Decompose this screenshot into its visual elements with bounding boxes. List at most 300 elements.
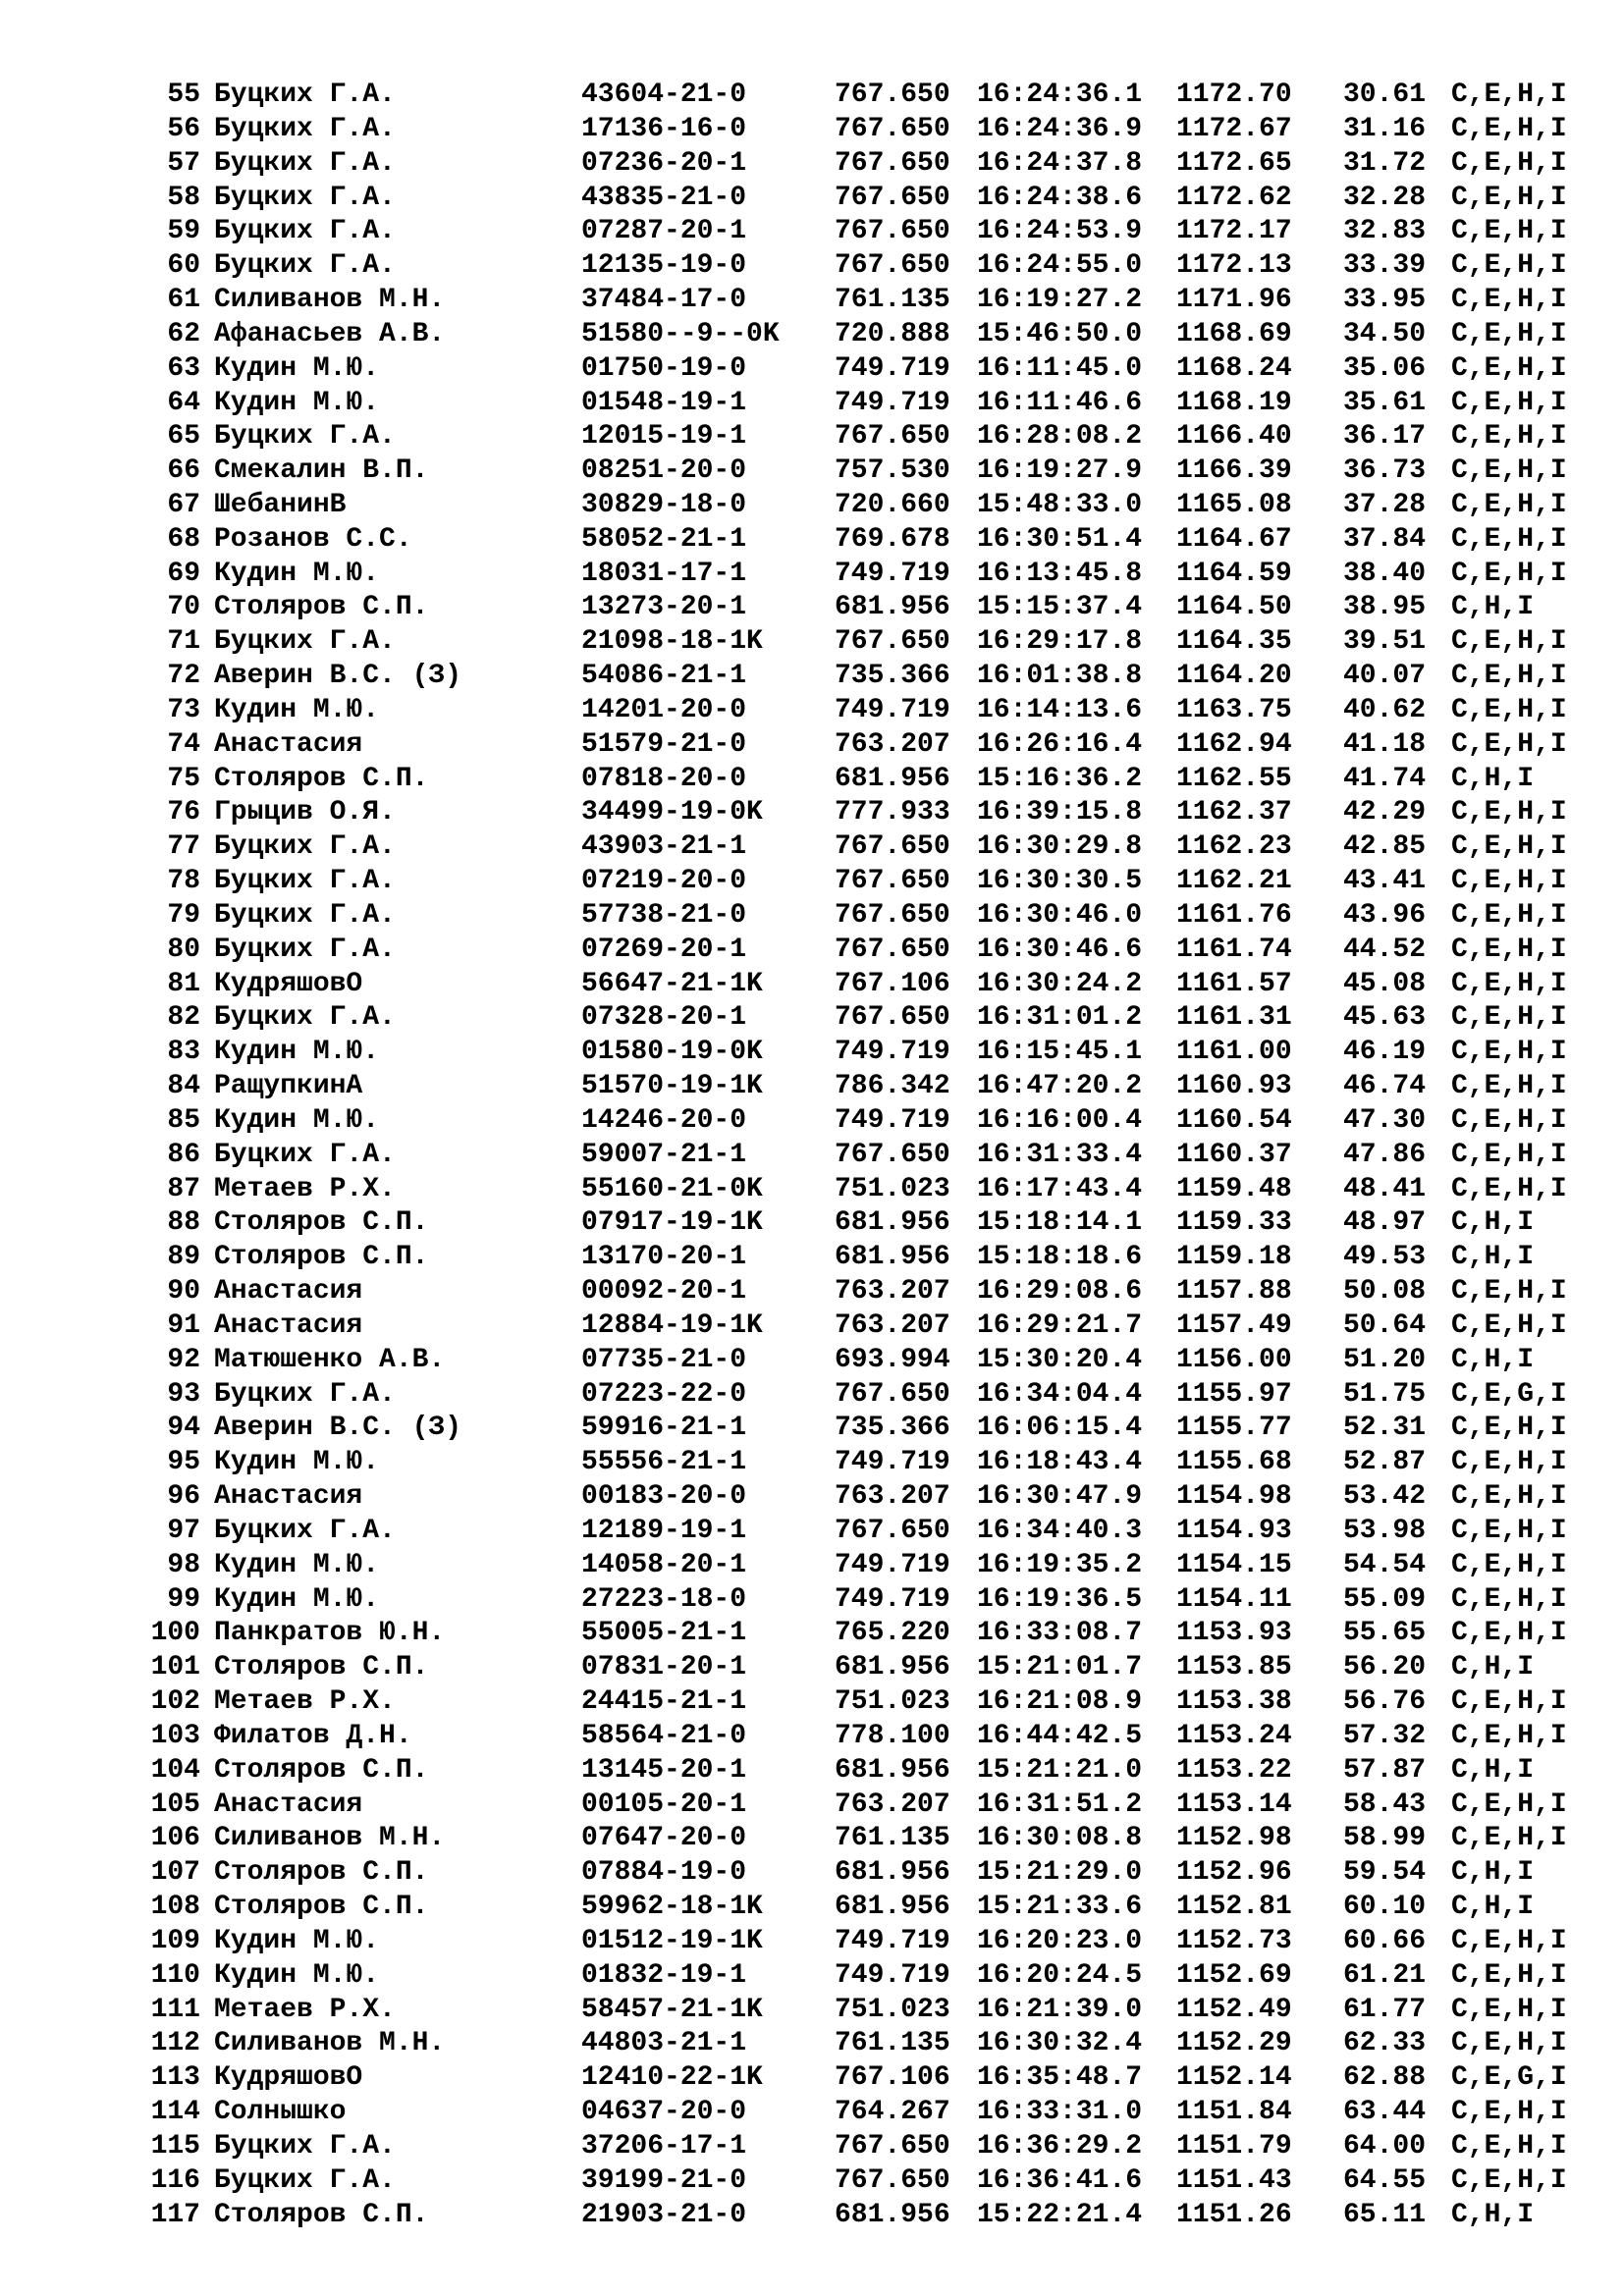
arrival-time: 16:31:51.2 bbox=[977, 1789, 1143, 1820]
speed: 1164.20 bbox=[1176, 661, 1292, 692]
speed: 1160.93 bbox=[1176, 1071, 1292, 1102]
speed: 1166.39 bbox=[1176, 455, 1292, 487]
table-row bbox=[0, 79, 1624, 112]
table-row bbox=[0, 113, 1624, 146]
ring-number: 00092-20-1 bbox=[581, 1276, 747, 1307]
ring-number: 12015-19-1 bbox=[581, 421, 747, 453]
points: 58.99 bbox=[1343, 1823, 1427, 1854]
table-row bbox=[0, 796, 1624, 829]
fancier-name: Кудин М.Ю. bbox=[214, 1447, 380, 1478]
ring-number: 51570-19-1K bbox=[581, 1071, 763, 1102]
table-row bbox=[0, 1139, 1624, 1172]
distance: 763.207 bbox=[835, 1309, 950, 1341]
fancier-name: Силиванов М.Н. bbox=[214, 1823, 446, 1854]
fancier-name: Буцких Г.А. bbox=[214, 421, 396, 453]
points: 64.00 bbox=[1343, 2130, 1427, 2162]
arrival-time: 16:36:29.2 bbox=[977, 2130, 1143, 2162]
place-number: 77 bbox=[167, 831, 200, 863]
place-number: 89 bbox=[167, 1242, 200, 1273]
arrival-time: 16:36:41.6 bbox=[977, 2164, 1143, 2196]
place-number: 109 bbox=[150, 1925, 200, 1956]
ring-number: 13273-20-1 bbox=[581, 592, 747, 623]
arrival-time: 16:17:43.4 bbox=[977, 1173, 1143, 1204]
place-number: 55 bbox=[167, 80, 200, 110]
points: 56.76 bbox=[1343, 1686, 1427, 1717]
distance: 749.719 bbox=[835, 1583, 950, 1615]
categories: C,H,I bbox=[1451, 1892, 1535, 1922]
ring-number: 07831-20-1 bbox=[581, 1652, 747, 1683]
place-number: 116 bbox=[150, 2164, 200, 2196]
categories: C,E,H,I bbox=[1451, 1515, 1567, 1546]
arrival-time: 16:20:24.5 bbox=[977, 1959, 1143, 1991]
speed: 1151.79 bbox=[1176, 2130, 1292, 2162]
categories: C,E,H,I bbox=[1451, 1618, 1567, 1649]
table-row bbox=[0, 2061, 1624, 2095]
categories: C,H,I bbox=[1451, 1242, 1535, 1273]
points: 55.65 bbox=[1343, 1618, 1427, 1649]
distance: 751.023 bbox=[835, 1994, 950, 2025]
ring-number: 14246-20-0 bbox=[581, 1104, 747, 1136]
speed: 1157.88 bbox=[1176, 1276, 1292, 1307]
table-row bbox=[0, 1822, 1624, 1855]
speed: 1153.85 bbox=[1176, 1652, 1292, 1683]
distance: 681.956 bbox=[835, 763, 950, 794]
ring-number: 59916-21-1 bbox=[581, 1413, 747, 1444]
categories: C,E,H,I bbox=[1451, 421, 1567, 453]
table-row bbox=[0, 728, 1624, 762]
points: 40.62 bbox=[1343, 694, 1427, 725]
distance: 751.023 bbox=[835, 1173, 950, 1204]
distance: 763.207 bbox=[835, 1276, 950, 1307]
place-number: 64 bbox=[167, 387, 200, 418]
speed: 1162.55 bbox=[1176, 763, 1292, 794]
points: 53.42 bbox=[1343, 1481, 1427, 1512]
place-number: 67 bbox=[167, 490, 200, 520]
table-row bbox=[0, 2164, 1624, 2198]
fancier-name: Смекалин В.П. bbox=[214, 455, 429, 487]
fancier-name: КудряшовО bbox=[214, 968, 363, 999]
distance: 681.956 bbox=[835, 1652, 950, 1683]
table-row bbox=[0, 1241, 1624, 1274]
categories: C,E,H,I bbox=[1451, 2097, 1567, 2127]
distance: 749.719 bbox=[835, 1959, 950, 1991]
categories: C,E,H,I bbox=[1451, 318, 1567, 349]
fancier-name: Буцких Г.А. bbox=[214, 2164, 396, 2196]
categories: C,E,H,I bbox=[1451, 968, 1567, 999]
speed: 1152.98 bbox=[1176, 1823, 1292, 1854]
distance: 681.956 bbox=[835, 1892, 950, 1922]
distance: 763.207 bbox=[835, 728, 950, 760]
points: 46.19 bbox=[1343, 1037, 1427, 1068]
table-row bbox=[0, 1754, 1624, 1788]
distance: 767.650 bbox=[835, 934, 950, 965]
distance: 749.719 bbox=[835, 694, 950, 725]
place-number: 88 bbox=[167, 1207, 200, 1239]
distance: 767.650 bbox=[835, 1515, 950, 1546]
points: 41.18 bbox=[1343, 728, 1427, 760]
speed: 1156.00 bbox=[1176, 1344, 1292, 1375]
ring-number: 12189-19-1 bbox=[581, 1515, 747, 1546]
distance: 749.719 bbox=[835, 1037, 950, 1068]
distance: 767.650 bbox=[835, 182, 950, 213]
speed: 1153.38 bbox=[1176, 1686, 1292, 1717]
place-number: 113 bbox=[150, 2062, 200, 2094]
points: 51.20 bbox=[1343, 1344, 1427, 1375]
points: 43.96 bbox=[1343, 899, 1427, 931]
arrival-time: 16:26:16.4 bbox=[977, 728, 1143, 760]
fancier-name: Столяров С.П. bbox=[214, 1754, 429, 1786]
table-row bbox=[0, 454, 1624, 488]
distance: 767.650 bbox=[835, 866, 950, 897]
speed: 1155.77 bbox=[1176, 1413, 1292, 1444]
table-row bbox=[0, 763, 1624, 796]
categories: C,H,I bbox=[1451, 592, 1535, 623]
fancier-name: Столяров С.П. bbox=[214, 1857, 429, 1889]
ring-number: 07236-20-1 bbox=[581, 147, 747, 179]
categories: C,E,H,I bbox=[1451, 2130, 1567, 2162]
table-row bbox=[0, 865, 1624, 898]
points: 38.95 bbox=[1343, 592, 1427, 623]
speed: 1152.96 bbox=[1176, 1857, 1292, 1889]
place-number: 112 bbox=[150, 2028, 200, 2059]
arrival-time: 16:30:51.4 bbox=[977, 523, 1143, 555]
place-number: 115 bbox=[150, 2130, 200, 2162]
place-number: 97 bbox=[167, 1515, 200, 1546]
points: 64.55 bbox=[1343, 2164, 1427, 2196]
points: 47.30 bbox=[1343, 1104, 1427, 1136]
place-number: 102 bbox=[150, 1686, 200, 1717]
table-row bbox=[0, 1994, 1624, 2027]
points: 54.54 bbox=[1343, 1549, 1427, 1580]
arrival-time: 16:24:53.9 bbox=[977, 216, 1143, 247]
ring-number: 18031-17-1 bbox=[581, 558, 747, 589]
fancier-name: Филатов Д.Н. bbox=[214, 1720, 412, 1751]
ring-number: 12410-22-1K bbox=[581, 2062, 763, 2094]
table-row bbox=[0, 1275, 1624, 1308]
place-number: 57 bbox=[167, 147, 200, 179]
speed: 1163.75 bbox=[1176, 694, 1292, 725]
speed: 1164.50 bbox=[1176, 592, 1292, 623]
categories: C,E,H,I bbox=[1451, 1037, 1567, 1068]
table-row bbox=[0, 1070, 1624, 1103]
ring-number: 07219-20-0 bbox=[581, 866, 747, 897]
ring-number: 59007-21-1 bbox=[581, 1139, 747, 1170]
ring-number: 55005-21-1 bbox=[581, 1618, 747, 1649]
points: 33.39 bbox=[1343, 250, 1427, 282]
place-number: 73 bbox=[167, 694, 200, 725]
distance: 767.650 bbox=[835, 2164, 950, 2196]
points: 60.66 bbox=[1343, 1925, 1427, 1956]
fancier-name: Метаев Р.Х. bbox=[214, 1994, 396, 2025]
arrival-time: 16:19:35.2 bbox=[977, 1549, 1143, 1580]
fancier-name: Буцких Г.А. bbox=[214, 1139, 396, 1170]
points: 61.21 bbox=[1343, 1959, 1427, 1991]
categories: C,H,I bbox=[1451, 1652, 1535, 1683]
arrival-time: 16:44:42.5 bbox=[977, 1720, 1143, 1751]
distance: 751.023 bbox=[835, 1686, 950, 1717]
arrival-time: 16:35:48.7 bbox=[977, 2062, 1143, 2094]
points: 41.74 bbox=[1343, 763, 1427, 794]
speed: 1161.76 bbox=[1176, 899, 1292, 931]
fancier-name: КудряшовО bbox=[214, 2062, 363, 2094]
distance: 763.207 bbox=[835, 1789, 950, 1820]
categories: C,E,H,I bbox=[1451, 182, 1567, 213]
table-row bbox=[0, 420, 1624, 454]
place-number: 117 bbox=[150, 2199, 200, 2230]
arrival-time: 16:18:43.4 bbox=[977, 1447, 1143, 1478]
ring-number: 21098-18-1K bbox=[581, 626, 763, 658]
table-row bbox=[0, 1891, 1624, 1924]
speed: 1153.22 bbox=[1176, 1754, 1292, 1786]
table-row bbox=[0, 830, 1624, 864]
arrival-time: 16:30:46.0 bbox=[977, 899, 1143, 931]
distance: 720.660 bbox=[835, 490, 950, 520]
categories: C,H,I bbox=[1451, 763, 1535, 794]
distance: 764.267 bbox=[835, 2097, 950, 2127]
categories: C,E,H,I bbox=[1451, 147, 1567, 179]
fancier-name: Столяров С.П. bbox=[214, 1207, 429, 1239]
distance: 778.100 bbox=[835, 1720, 950, 1751]
ring-number: 00183-20-0 bbox=[581, 1481, 747, 1512]
ring-number: 51579-21-0 bbox=[581, 728, 747, 760]
arrival-time: 16:19:27.9 bbox=[977, 455, 1143, 487]
points: 56.20 bbox=[1343, 1652, 1427, 1683]
points: 47.86 bbox=[1343, 1139, 1427, 1170]
ring-number: 54086-21-1 bbox=[581, 661, 747, 692]
place-number: 66 bbox=[167, 455, 200, 487]
table-row bbox=[0, 1378, 1624, 1412]
distance: 767.650 bbox=[835, 147, 950, 179]
speed: 1165.08 bbox=[1176, 490, 1292, 520]
points: 42.29 bbox=[1343, 797, 1427, 828]
arrival-time: 16:33:31.0 bbox=[977, 2097, 1143, 2127]
distance: 767.650 bbox=[835, 1139, 950, 1170]
place-number: 74 bbox=[167, 728, 200, 760]
fancier-name: Буцких Г.А. bbox=[214, 250, 396, 282]
ring-number: 07287-20-1 bbox=[581, 216, 747, 247]
distance: 763.207 bbox=[835, 1481, 950, 1512]
ring-number: 00105-20-1 bbox=[581, 1789, 747, 1820]
arrival-time: 15:15:37.4 bbox=[977, 592, 1143, 623]
ring-number: 56647-21-1K bbox=[581, 968, 763, 999]
fancier-name: Буцких Г.А. bbox=[214, 899, 396, 931]
place-number: 92 bbox=[167, 1344, 200, 1375]
fancier-name: Буцких Г.А. bbox=[214, 626, 396, 658]
arrival-time: 16:30:30.5 bbox=[977, 866, 1143, 897]
categories: C,E,H,I bbox=[1451, 1686, 1567, 1717]
speed: 1159.33 bbox=[1176, 1207, 1292, 1239]
fancier-name: Метаев Р.Х. bbox=[214, 1173, 396, 1204]
arrival-time: 16:30:08.8 bbox=[977, 1823, 1143, 1854]
fancier-name: ШебанинВ bbox=[214, 490, 347, 520]
place-number: 82 bbox=[167, 1002, 200, 1034]
points: 65.11 bbox=[1343, 2199, 1427, 2230]
ring-number: 08251-20-0 bbox=[581, 455, 747, 487]
fancier-name: Анастасия bbox=[214, 1309, 363, 1341]
distance: 681.956 bbox=[835, 2199, 950, 2230]
arrival-time: 16:34:04.4 bbox=[977, 1378, 1143, 1410]
table-row bbox=[0, 1309, 1624, 1343]
points: 44.52 bbox=[1343, 934, 1427, 965]
distance: 735.366 bbox=[835, 661, 950, 692]
table-row bbox=[0, 2130, 1624, 2163]
points: 32.83 bbox=[1343, 216, 1427, 247]
categories: C,E,H,I bbox=[1451, 831, 1567, 863]
points: 50.64 bbox=[1343, 1309, 1427, 1341]
points: 31.16 bbox=[1343, 113, 1427, 144]
speed: 1161.74 bbox=[1176, 934, 1292, 965]
speed: 1162.21 bbox=[1176, 866, 1292, 897]
ring-number: 13145-20-1 bbox=[581, 1754, 747, 1786]
speed: 1153.93 bbox=[1176, 1618, 1292, 1649]
arrival-time: 15:21:21.0 bbox=[977, 1754, 1143, 1786]
table-row bbox=[0, 1789, 1624, 1822]
table-row bbox=[0, 352, 1624, 386]
distance: 767.106 bbox=[835, 968, 950, 999]
speed: 1160.37 bbox=[1176, 1139, 1292, 1170]
place-number: 99 bbox=[167, 1583, 200, 1615]
place-number: 90 bbox=[167, 1276, 200, 1307]
table-row bbox=[0, 1344, 1624, 1377]
arrival-time: 15:46:50.0 bbox=[977, 318, 1143, 349]
categories: C,H,I bbox=[1451, 1754, 1535, 1786]
place-number: 70 bbox=[167, 592, 200, 623]
arrival-time: 16:24:55.0 bbox=[977, 250, 1143, 282]
arrival-time: 16:14:13.6 bbox=[977, 694, 1143, 725]
place-number: 106 bbox=[150, 1823, 200, 1854]
ring-number: 21903-21-0 bbox=[581, 2199, 747, 2230]
points: 48.97 bbox=[1343, 1207, 1427, 1239]
place-number: 96 bbox=[167, 1481, 200, 1512]
place-number: 110 bbox=[150, 1959, 200, 1991]
points: 60.10 bbox=[1343, 1892, 1427, 1922]
distance: 749.719 bbox=[835, 558, 950, 589]
points: 35.06 bbox=[1343, 352, 1427, 384]
categories: C,E,H,I bbox=[1451, 1583, 1567, 1615]
fancier-name: Кудин М.Ю. bbox=[214, 1104, 380, 1136]
categories: C,E,H,I bbox=[1451, 113, 1567, 144]
points: 33.95 bbox=[1343, 285, 1427, 315]
speed: 1157.49 bbox=[1176, 1309, 1292, 1341]
fancier-name: Кудин М.Ю. bbox=[214, 1925, 380, 1956]
categories: C,E,H,I bbox=[1451, 455, 1567, 487]
categories: C,E,H,I bbox=[1451, 1276, 1567, 1307]
ring-number: 07647-20-0 bbox=[581, 1823, 747, 1854]
table-row bbox=[0, 1173, 1624, 1206]
points: 40.07 bbox=[1343, 661, 1427, 692]
table-row bbox=[0, 625, 1624, 659]
speed: 1159.18 bbox=[1176, 1242, 1292, 1273]
ring-number: 13170-20-1 bbox=[581, 1242, 747, 1273]
speed: 1159.48 bbox=[1176, 1173, 1292, 1204]
distance: 767.650 bbox=[835, 1002, 950, 1034]
ring-number: 07818-20-0 bbox=[581, 763, 747, 794]
distance: 769.678 bbox=[835, 523, 950, 555]
categories: C,E,H,I bbox=[1451, 1447, 1567, 1478]
speed: 1155.97 bbox=[1176, 1378, 1292, 1410]
categories: C,E,H,I bbox=[1451, 216, 1567, 247]
fancier-name: Грыцив О.Я. bbox=[214, 797, 396, 828]
place-number: 111 bbox=[150, 1994, 200, 2025]
categories: C,E,H,I bbox=[1451, 490, 1567, 520]
speed: 1154.98 bbox=[1176, 1481, 1292, 1512]
fancier-name: Столяров С.П. bbox=[214, 2199, 429, 2230]
fancier-name: Буцких Г.А. bbox=[214, 866, 396, 897]
fancier-name: Столяров С.П. bbox=[214, 1652, 429, 1683]
points: 63.44 bbox=[1343, 2097, 1427, 2127]
speed: 1162.94 bbox=[1176, 728, 1292, 760]
place-number: 108 bbox=[150, 1892, 200, 1922]
fancier-name: Анастасия bbox=[214, 1276, 363, 1307]
distance: 767.650 bbox=[835, 421, 950, 453]
distance: 767.650 bbox=[835, 216, 950, 247]
place-number: 71 bbox=[167, 626, 200, 658]
distance: 681.956 bbox=[835, 1754, 950, 1786]
arrival-time: 16:31:33.4 bbox=[977, 1139, 1143, 1170]
arrival-time: 15:22:21.4 bbox=[977, 2199, 1143, 2230]
speed: 1172.70 bbox=[1176, 80, 1292, 110]
table-row bbox=[0, 660, 1624, 693]
arrival-time: 16:01:38.8 bbox=[977, 661, 1143, 692]
table-row bbox=[0, 1412, 1624, 1445]
table-row bbox=[0, 1617, 1624, 1650]
categories: C,E,H,I bbox=[1451, 797, 1567, 828]
speed: 1153.14 bbox=[1176, 1789, 1292, 1820]
points: 31.72 bbox=[1343, 147, 1427, 179]
place-number: 68 bbox=[167, 523, 200, 555]
speed: 1172.65 bbox=[1176, 147, 1292, 179]
categories: C,E,H,I bbox=[1451, 1720, 1567, 1751]
categories: C,E,H,I bbox=[1451, 1959, 1567, 1991]
distance: 749.719 bbox=[835, 387, 950, 418]
categories: C,E,H,I bbox=[1451, 694, 1567, 725]
categories: C,E,H,I bbox=[1451, 285, 1567, 315]
ring-number: 01832-19-1 bbox=[581, 1959, 747, 1991]
table-row bbox=[0, 1856, 1624, 1890]
fancier-name: Афанасьев А.В. bbox=[214, 318, 446, 349]
table-row bbox=[0, 182, 1624, 215]
distance: 681.956 bbox=[835, 592, 950, 623]
categories: C,E,H,I bbox=[1451, 1139, 1567, 1170]
ring-number: 07884-19-0 bbox=[581, 1857, 747, 1889]
distance: 749.719 bbox=[835, 1104, 950, 1136]
arrival-time: 16:24:36.9 bbox=[977, 113, 1143, 144]
arrival-time: 16:47:20.2 bbox=[977, 1071, 1143, 1102]
distance: 749.719 bbox=[835, 1925, 950, 1956]
table-row bbox=[0, 2027, 1624, 2060]
place-number: 78 bbox=[167, 866, 200, 897]
points: 32.28 bbox=[1343, 182, 1427, 213]
ring-number: 12884-19-1K bbox=[581, 1309, 763, 1341]
table-row bbox=[0, 147, 1624, 181]
speed: 1161.31 bbox=[1176, 1002, 1292, 1034]
points: 57.32 bbox=[1343, 1720, 1427, 1751]
fancier-name: Буцких Г.А. bbox=[214, 182, 396, 213]
fancier-name: Кудин М.Ю. bbox=[214, 558, 380, 589]
speed: 1164.59 bbox=[1176, 558, 1292, 589]
categories: C,E,H,I bbox=[1451, 661, 1567, 692]
points: 42.85 bbox=[1343, 831, 1427, 863]
table-row bbox=[0, 249, 1624, 283]
points: 52.87 bbox=[1343, 1447, 1427, 1478]
distance: 749.719 bbox=[835, 352, 950, 384]
speed: 1152.14 bbox=[1176, 2062, 1292, 2094]
arrival-time: 16:16:00.4 bbox=[977, 1104, 1143, 1136]
table-row bbox=[0, 2096, 1624, 2129]
speed: 1154.93 bbox=[1176, 1515, 1292, 1546]
fancier-name: Силиванов М.Н. bbox=[214, 2028, 446, 2059]
points: 45.63 bbox=[1343, 1002, 1427, 1034]
